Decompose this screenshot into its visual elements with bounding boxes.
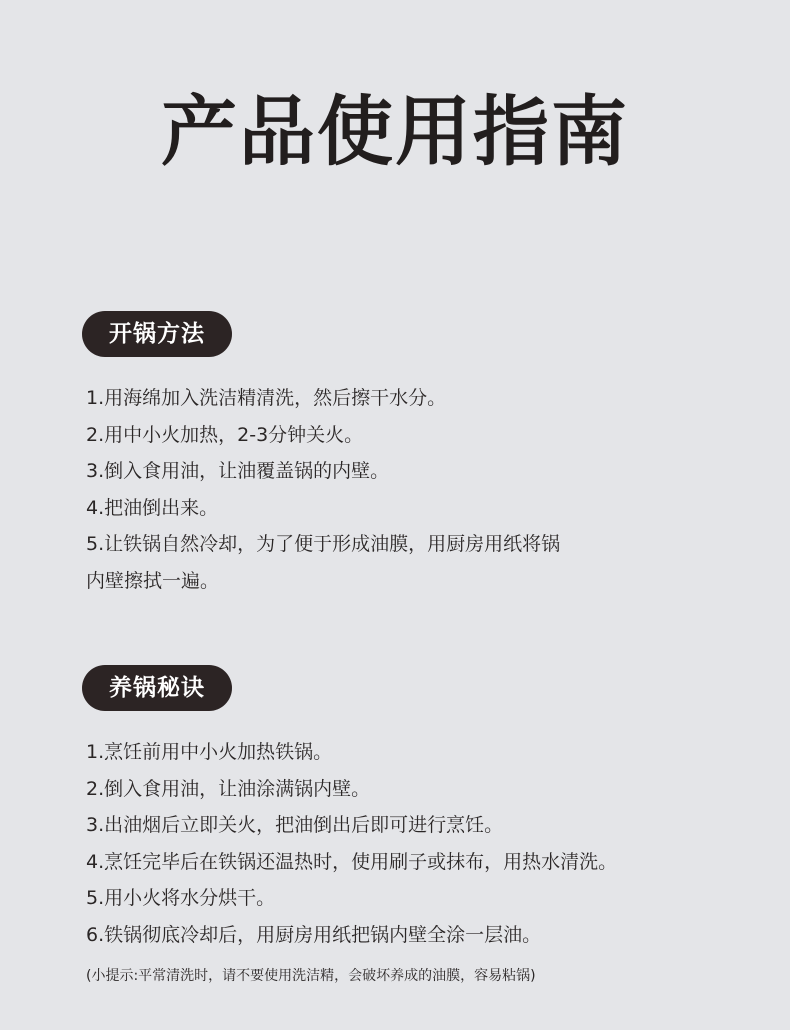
section-heading-maintenance: 养锅秘诀 (82, 665, 232, 711)
page-title: 产品使用指南 (161, 87, 629, 176)
list-item: 2.用中小火加热，2-3分钟关火。 (86, 423, 364, 446)
list-item: 2.倒入食用油，让油涂满锅内壁。 (86, 777, 371, 800)
seasoning-steps-list (86, 380, 746, 599)
tip-note: (小提示:平常清洗时，请不要使用洗洁精，会破坏养成的油膜，容易粘锅) (86, 968, 536, 984)
list-item: 内壁擦拭一遍。 (86, 569, 220, 592)
list-item: 1.用海绵加入洗洁精清洗，然后擦干水分。 (86, 387, 447, 409)
list-item: 4.把油倒出来。 (86, 496, 219, 519)
list-item: 4.烹饪完毕后在铁锅还温热时，使用刷子或抹布，用热水清洗。 (86, 850, 618, 873)
maintenance-steps-list (86, 734, 746, 953)
list-item: 6.铁锅彻底冷却后，用厨房用纸把锅内壁全涂一层油。 (86, 923, 542, 946)
list-item: 3.倒入食用油，让油覆盖锅的内壁。 (86, 460, 390, 482)
list-item: 5.让铁锅自然冷却，为了便于形成油膜，用厨房用纸将锅 (86, 533, 561, 555)
list-item: 5.用小火将水分烘干。 (86, 887, 276, 909)
list-item: 3.出油烟后立即关火，把油倒出后即可进行烹饪。 (86, 814, 504, 836)
section-heading-seasoning: 开锅方法 (82, 311, 232, 357)
list-item: 1.烹饪前用中小火加热铁锅。 (86, 741, 333, 763)
